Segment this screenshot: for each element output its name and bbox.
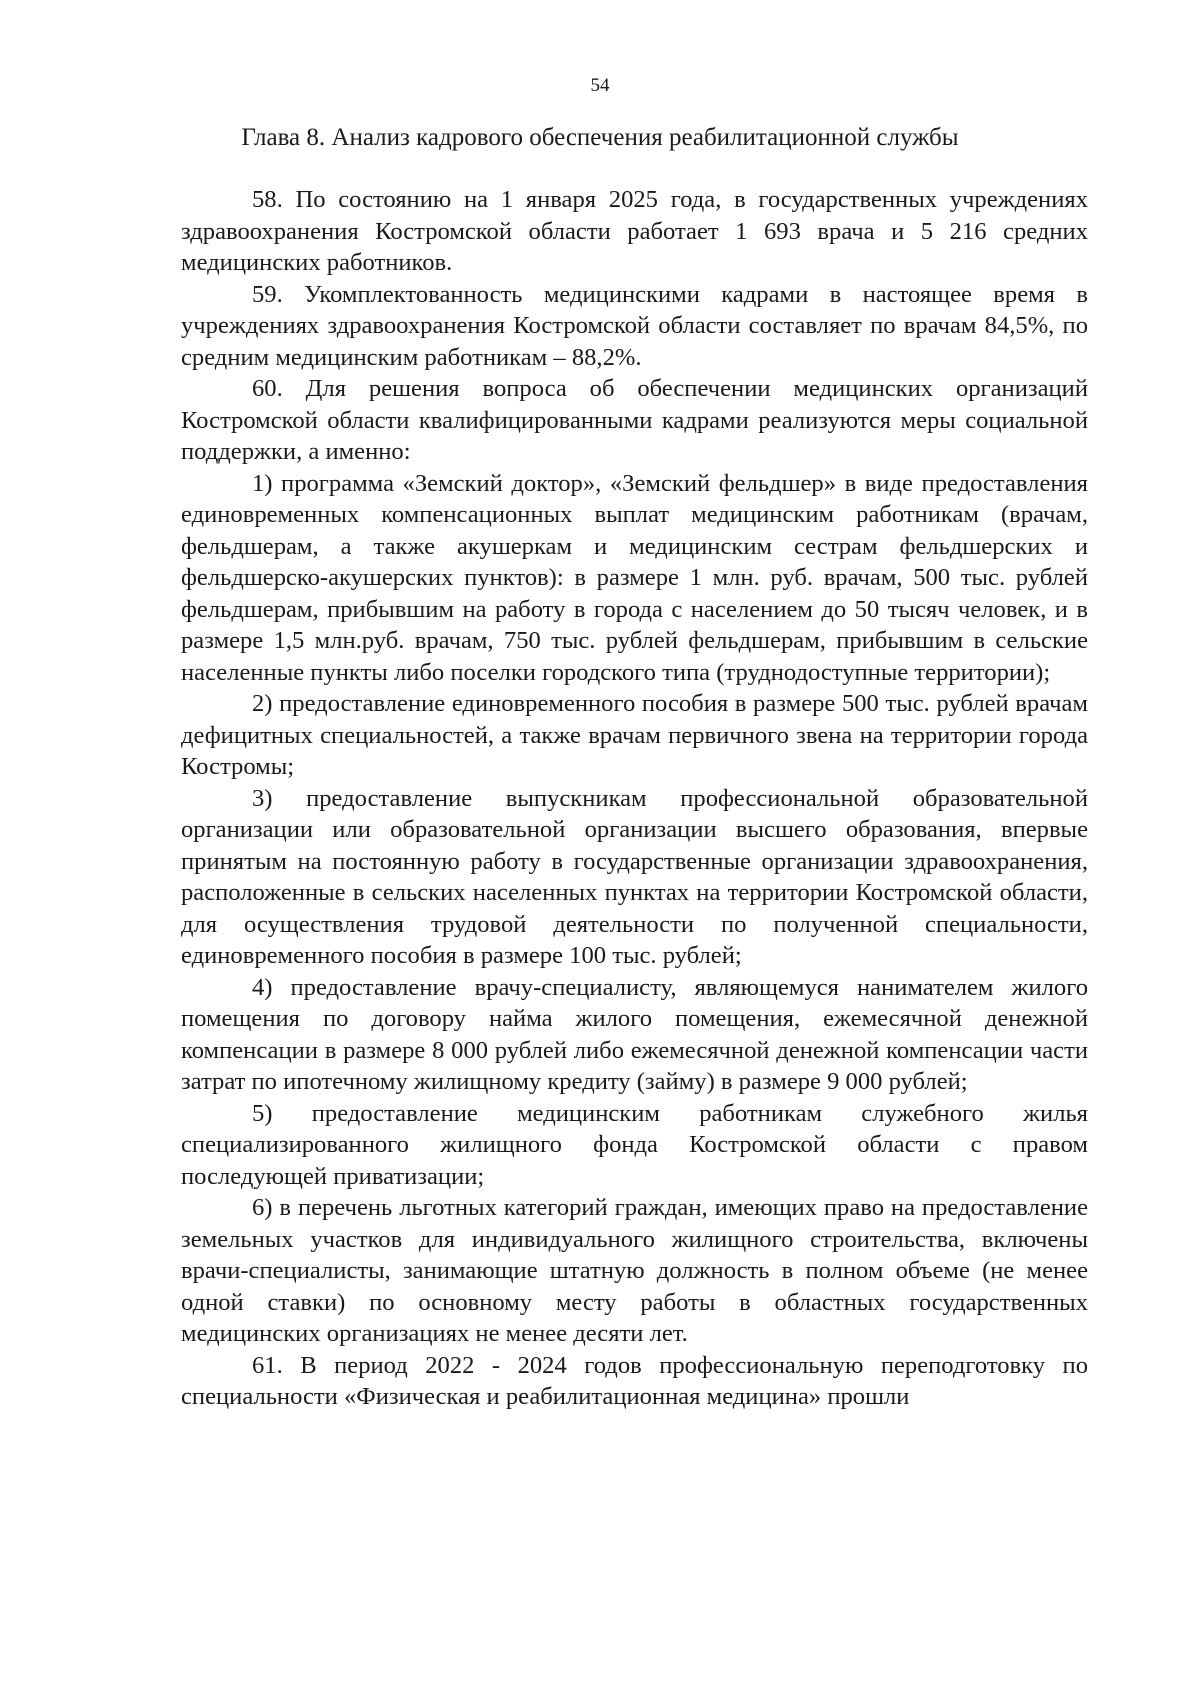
body-text [181,184,1088,1413]
list-item-2: 2) предоставление единовременного пособия в размере 500 тыс. рублей врачам дефицитных специальностей, а также врачам первичного звена на территории города Костромы; [181,690,1088,780]
paragraph-60: 60. Для решения вопроса об обеспечении медицинских организаций Костромской области квалифицированными кадрами реализуются меры социальной поддержки, а именно: [181,375,1088,465]
page-number: 54 [590,75,610,96]
list-item-3: 3) предоставление выпускникам профессиональной образовательной организации или образовательной организации высшего образования, впервые принятым на постоянную работу в государственные организации здравоохранения, расположенные в сельских населенных пунктах на территории Костромской области, для осуществления трудовой деятельности по полученной специальности, единовременного пособия в размере 100 тыс. рублей; [181,784,1088,969]
paragraph-59: 59. Укомплектованность медицинскими кадрами в настоящее время в учреждениях здравоохранения Костромской области составляет по врачам 84,5%, по средним медицинским работникам – 88,2%. [181,280,1088,371]
chapter-title: Глава 8. Анализ кадрового обеспечения реабилитационной службы [241,124,959,151]
paragraph-61: 61. В период 2022 - 2024 годов профессиональную переподготовку по специальности «Физическая и реабилитационная медицина» прошли [181,1351,1088,1410]
list-item-1: 1) программа «Земский доктор», «Земский фельдшер» в виде предоставления единовременных компенсационных выплат медицинским работникам (врачам, фельдшерам, а также акушеркам и медицинским сестрам фельдшерских и фельдшерско-акушерских пунктов): в размере 1 млн. руб. врачам, 500 тыс. рублей фельдшерам, прибывшим на работу в города с населением до 50 тысяч человек, и в размере 1,5 млн.руб. врачам, 750 тыс. рублей фельдшерам, прибывшим в сельские населенные пункты либо поселки городского типа (труднодоступные территории); [181,469,1088,686]
list-item-5: 5) предоставление медицинским работникам служебного жилья специализированного жилищного фонда Костромской области с правом последующей приватизации; [181,1099,1088,1190]
list-item-4: 4) предоставление врачу-специалисту, являющемуся нанимателем жилого помещения по договору найма жилого помещения, ежемесячной денежной компенсации в размере 8 000 рублей либо ежемесячной денежной компенсации части затрат по ипотечному жилищному кредиту (займу) в размере 9 000 рублей; [181,973,1088,1095]
paragraph-58: 58. По состоянию на 1 января 2025 года, в государственных учреждениях здравоохранения Костромской области работает 1 693 врача и 5 216 средних медицинских работников. [181,186,1088,276]
list-item-6: 6) в перечень льготных категорий граждан, имеющих право на предоставление земельных участков для индивидуального жилищного строительства, включены врачи-специалисты, занимающие штатную должность в полном объеме (не менее одной ставки) по основному месту работы в областных государственных медицинских организациях не менее десяти лет. [181,1194,1088,1347]
